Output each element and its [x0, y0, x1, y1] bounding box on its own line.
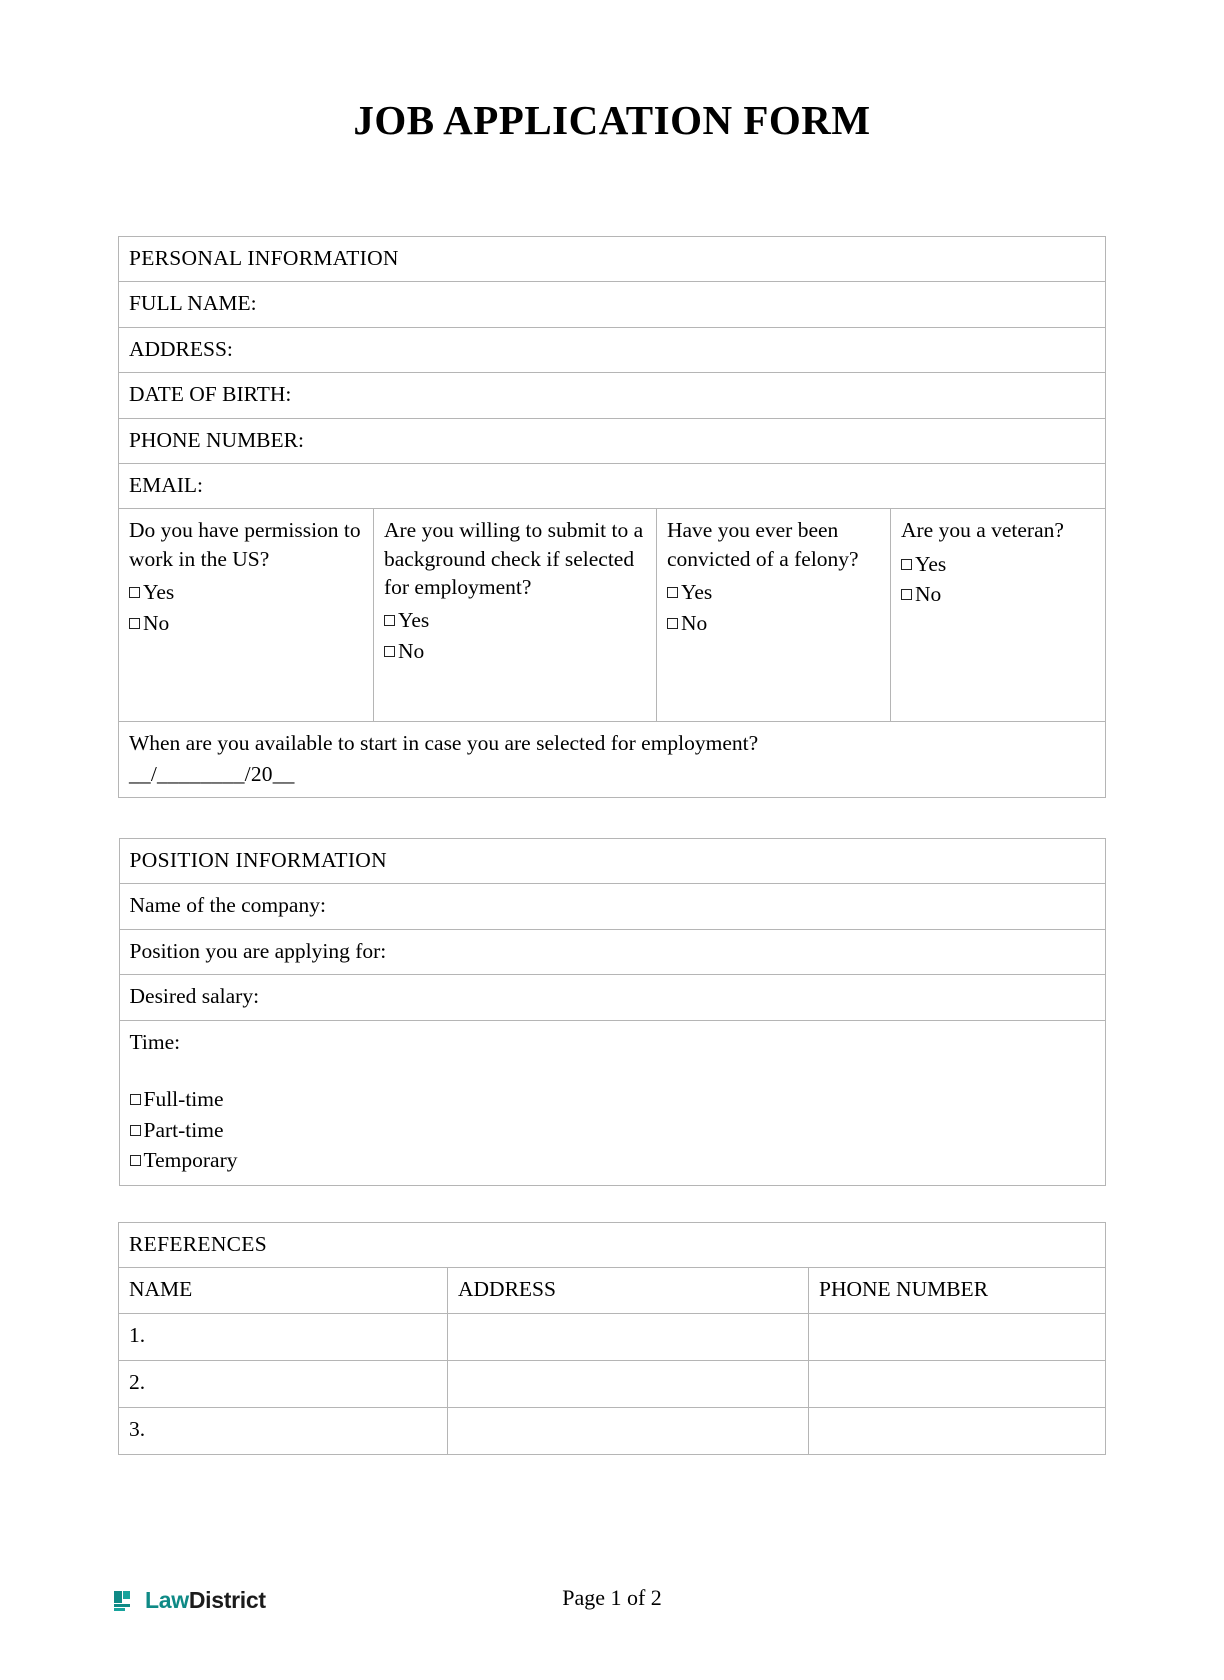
- checkbox-option-yes[interactable]: [901, 549, 1095, 580]
- field-row-phone-number: [118, 418, 1105, 463]
- personal-information-table: [118, 236, 1106, 798]
- table-row: [119, 1313, 1106, 1360]
- option-label: No: [680, 610, 708, 635]
- page-number: Page 1 of 2: [562, 1585, 662, 1610]
- field-label-desired-salary[interactable]: Desired salary:: [119, 975, 1105, 1020]
- question-background-check-text: Are you willing to submit to a background check if selected for employment?: [383, 518, 644, 599]
- reference-phone-cell[interactable]: [809, 1313, 1106, 1360]
- table-row: [119, 1407, 1106, 1454]
- section-header-personal-information: [118, 237, 1105, 282]
- checkbox-option-yes[interactable]: [384, 605, 646, 636]
- section-header-references: [119, 1222, 1106, 1267]
- reference-phone-cell[interactable]: [809, 1360, 1106, 1407]
- availability-row: [118, 722, 1105, 798]
- question-veteran-status-text: Are you a veteran?: [900, 518, 1064, 543]
- question-work-permission: [118, 509, 373, 722]
- field-label-address[interactable]: ADDRESS:: [118, 327, 1105, 372]
- references-heading: REFERENCES: [119, 1222, 1106, 1267]
- option-label: Yes: [914, 551, 947, 576]
- availability-cell: [118, 722, 1105, 798]
- option-label: Full-time: [143, 1087, 224, 1112]
- field-row-date-of-birth: [118, 373, 1105, 418]
- availability-date-blank[interactable]: __/________/20__: [128, 761, 295, 786]
- column-header-address: ADDRESS: [448, 1268, 809, 1313]
- option-label: No: [142, 610, 170, 635]
- option-label: Yes: [680, 580, 713, 604]
- section-header-position-information: [119, 839, 1105, 884]
- reference-phone-cell[interactable]: [809, 1407, 1106, 1454]
- question-felony-conviction: [656, 509, 890, 722]
- checkbox-option-full-time[interactable]: [130, 1084, 1095, 1115]
- brand-name-law: Law: [145, 1587, 189, 1613]
- question-background-check-options: [384, 605, 646, 666]
- question-work-permission-options: [129, 577, 363, 638]
- availability-question: When are you available to start in case you are selected for employment?: [128, 731, 759, 756]
- position-information-table: [119, 838, 1106, 1186]
- option-label: Yes: [397, 608, 430, 633]
- question-felony-conviction-options: [667, 577, 880, 638]
- checkbox-option-no[interactable]: [667, 608, 880, 639]
- option-label: No: [397, 638, 425, 663]
- checkbox-icon[interactable]: [130, 1125, 141, 1136]
- checkbox-option-no[interactable]: [129, 608, 363, 639]
- checkbox-icon[interactable]: [667, 587, 678, 598]
- checkbox-icon[interactable]: [901, 589, 912, 600]
- checkbox-option-part-time[interactable]: [130, 1115, 1095, 1146]
- reference-index[interactable]: 3.: [119, 1407, 448, 1454]
- checkbox-icon[interactable]: [129, 618, 140, 629]
- column-header-phone-number: PHONE NUMBER: [809, 1268, 1106, 1313]
- checkbox-icon[interactable]: [667, 618, 678, 629]
- questions-row: [118, 509, 1105, 722]
- checkbox-icon[interactable]: [130, 1094, 141, 1105]
- field-label-email[interactable]: EMAIL:: [118, 463, 1105, 508]
- option-label: Yes: [142, 580, 175, 604]
- reference-address-cell[interactable]: [448, 1407, 809, 1454]
- field-row-position-applying-for: [119, 929, 1105, 974]
- table-row: [119, 1360, 1106, 1407]
- time-label: Time:: [129, 1029, 181, 1054]
- reference-index[interactable]: 1.: [119, 1313, 448, 1360]
- checkbox-option-temporary[interactable]: [130, 1145, 1095, 1176]
- field-label-date-of-birth[interactable]: DATE OF BIRTH:: [118, 373, 1105, 418]
- checkbox-option-no[interactable]: [384, 636, 646, 667]
- field-row-desired-salary: [119, 975, 1105, 1020]
- field-row-email: [118, 463, 1105, 508]
- references-column-headers: [119, 1268, 1106, 1313]
- field-row-address: [118, 327, 1105, 372]
- time-row: [119, 1020, 1105, 1185]
- checkbox-option-yes[interactable]: [667, 577, 880, 608]
- references-table: [118, 1222, 1106, 1455]
- field-label-phone-number[interactable]: PHONE NUMBER:: [118, 418, 1105, 463]
- page-footer: [0, 1574, 1224, 1614]
- field-row-full-name: [118, 282, 1105, 327]
- field-label-position-applying-for[interactable]: Position you are applying for:: [119, 929, 1105, 974]
- time-options: [130, 1084, 1095, 1176]
- time-cell: [119, 1020, 1105, 1185]
- reference-address-cell[interactable]: [448, 1313, 809, 1360]
- reference-index[interactable]: 2.: [119, 1360, 448, 1407]
- option-label: Part-time: [143, 1117, 224, 1142]
- brand-name-district: District: [188, 1587, 266, 1613]
- question-background-check: [373, 509, 656, 722]
- field-row-company-name: [119, 884, 1105, 929]
- option-label: No: [914, 582, 942, 607]
- question-work-permission-text: Do you have permission to work in the US?: [128, 518, 361, 571]
- question-veteran-status-options: [901, 549, 1095, 610]
- document-page: [0, 96, 1224, 1680]
- checkbox-option-no[interactable]: [901, 579, 1095, 610]
- column-header-name: NAME: [119, 1268, 448, 1313]
- checkbox-icon[interactable]: [129, 587, 140, 598]
- reference-address-cell[interactable]: [448, 1360, 809, 1407]
- question-felony-conviction-text: Have you ever been convicted of a felony?: [666, 518, 859, 571]
- field-label-company-name[interactable]: Name of the company:: [119, 884, 1105, 929]
- question-veteran-status: [890, 509, 1105, 722]
- position-information-heading: POSITION INFORMATION: [119, 839, 1105, 884]
- checkbox-icon[interactable]: [901, 559, 912, 570]
- personal-information-heading: PERSONAL INFORMATION: [118, 237, 1105, 282]
- option-label: Temporary: [143, 1148, 238, 1173]
- checkbox-option-yes[interactable]: [129, 577, 363, 608]
- page-title: JOB APPLICATION FORM: [353, 97, 871, 143]
- checkbox-icon[interactable]: [130, 1155, 141, 1166]
- checkbox-icon[interactable]: [384, 615, 395, 626]
- field-label-full-name[interactable]: FULL NAME:: [118, 282, 1105, 327]
- checkbox-icon[interactable]: [384, 646, 395, 657]
